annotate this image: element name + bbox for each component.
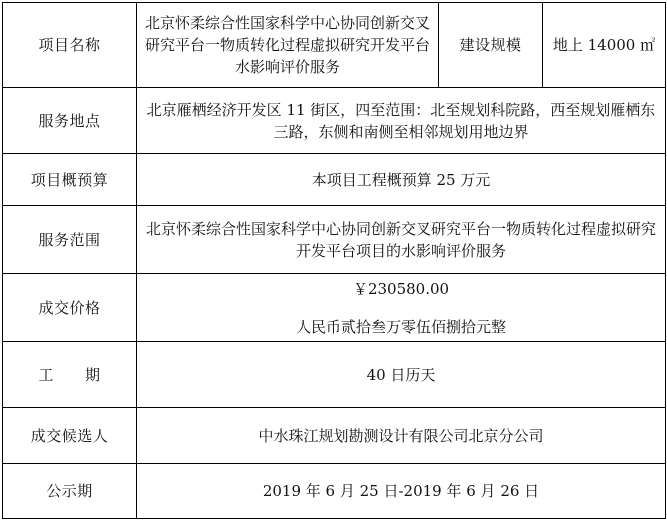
price-amount: ￥230580.00 bbox=[352, 279, 450, 298]
row-price bbox=[3, 274, 666, 342]
notice-period-value: 2019 年 6 月 25 日-2019 年 6 月 26 日 bbox=[137, 464, 666, 519]
service-location-label: 服务地点 bbox=[3, 88, 137, 154]
row-project-name bbox=[3, 3, 666, 88]
row-service-location bbox=[3, 88, 666, 154]
row-candidate bbox=[3, 408, 666, 464]
duration-value: 40 日历天 bbox=[137, 342, 666, 408]
row-duration bbox=[3, 342, 666, 408]
duration-label: 工 期 bbox=[3, 342, 137, 408]
candidate-value: 中水珠江规划勘测设计有限公司北京分公司 bbox=[137, 408, 666, 464]
price-value bbox=[137, 274, 666, 342]
candidate-label: 成交候选人 bbox=[3, 408, 137, 464]
project-name-value: 北京怀柔综合性国家科学中心协同创新交叉研究平台一物质转化过程虚拟研究开发平台水影响评价服务 bbox=[137, 3, 439, 88]
budget-label: 项目概预算 bbox=[3, 154, 137, 206]
price-amount-words: 人民币贰拾叁万零伍佰捌拾元整 bbox=[295, 317, 506, 336]
service-scope-label: 服务范围 bbox=[3, 206, 137, 274]
price-label: 成交价格 bbox=[3, 274, 137, 342]
row-service-scope bbox=[3, 206, 666, 274]
project-name-label: 项目名称 bbox=[3, 3, 137, 88]
construction-scale-value: 地上 14000 ㎡ bbox=[543, 3, 666, 88]
row-budget bbox=[3, 154, 666, 206]
budget-value: 本项目工程概预算 25 万元 bbox=[137, 154, 666, 206]
project-info-table bbox=[2, 2, 666, 519]
row-notice-period bbox=[3, 464, 666, 519]
notice-period-label: 公示期 bbox=[3, 464, 137, 519]
service-scope-value: 北京怀柔综合性国家科学中心协同创新交叉研究平台一物质转化过程虚拟研究开发平台项目的水影响评价服务 bbox=[137, 206, 666, 274]
construction-scale-label: 建设规模 bbox=[439, 3, 543, 88]
service-location-value: 北京雁栖经济开发区 11 街区，四至范围：北至规划科院路，西至规划雁栖东三路，东侧和南侧至相邻规划用地边界 bbox=[137, 88, 666, 154]
